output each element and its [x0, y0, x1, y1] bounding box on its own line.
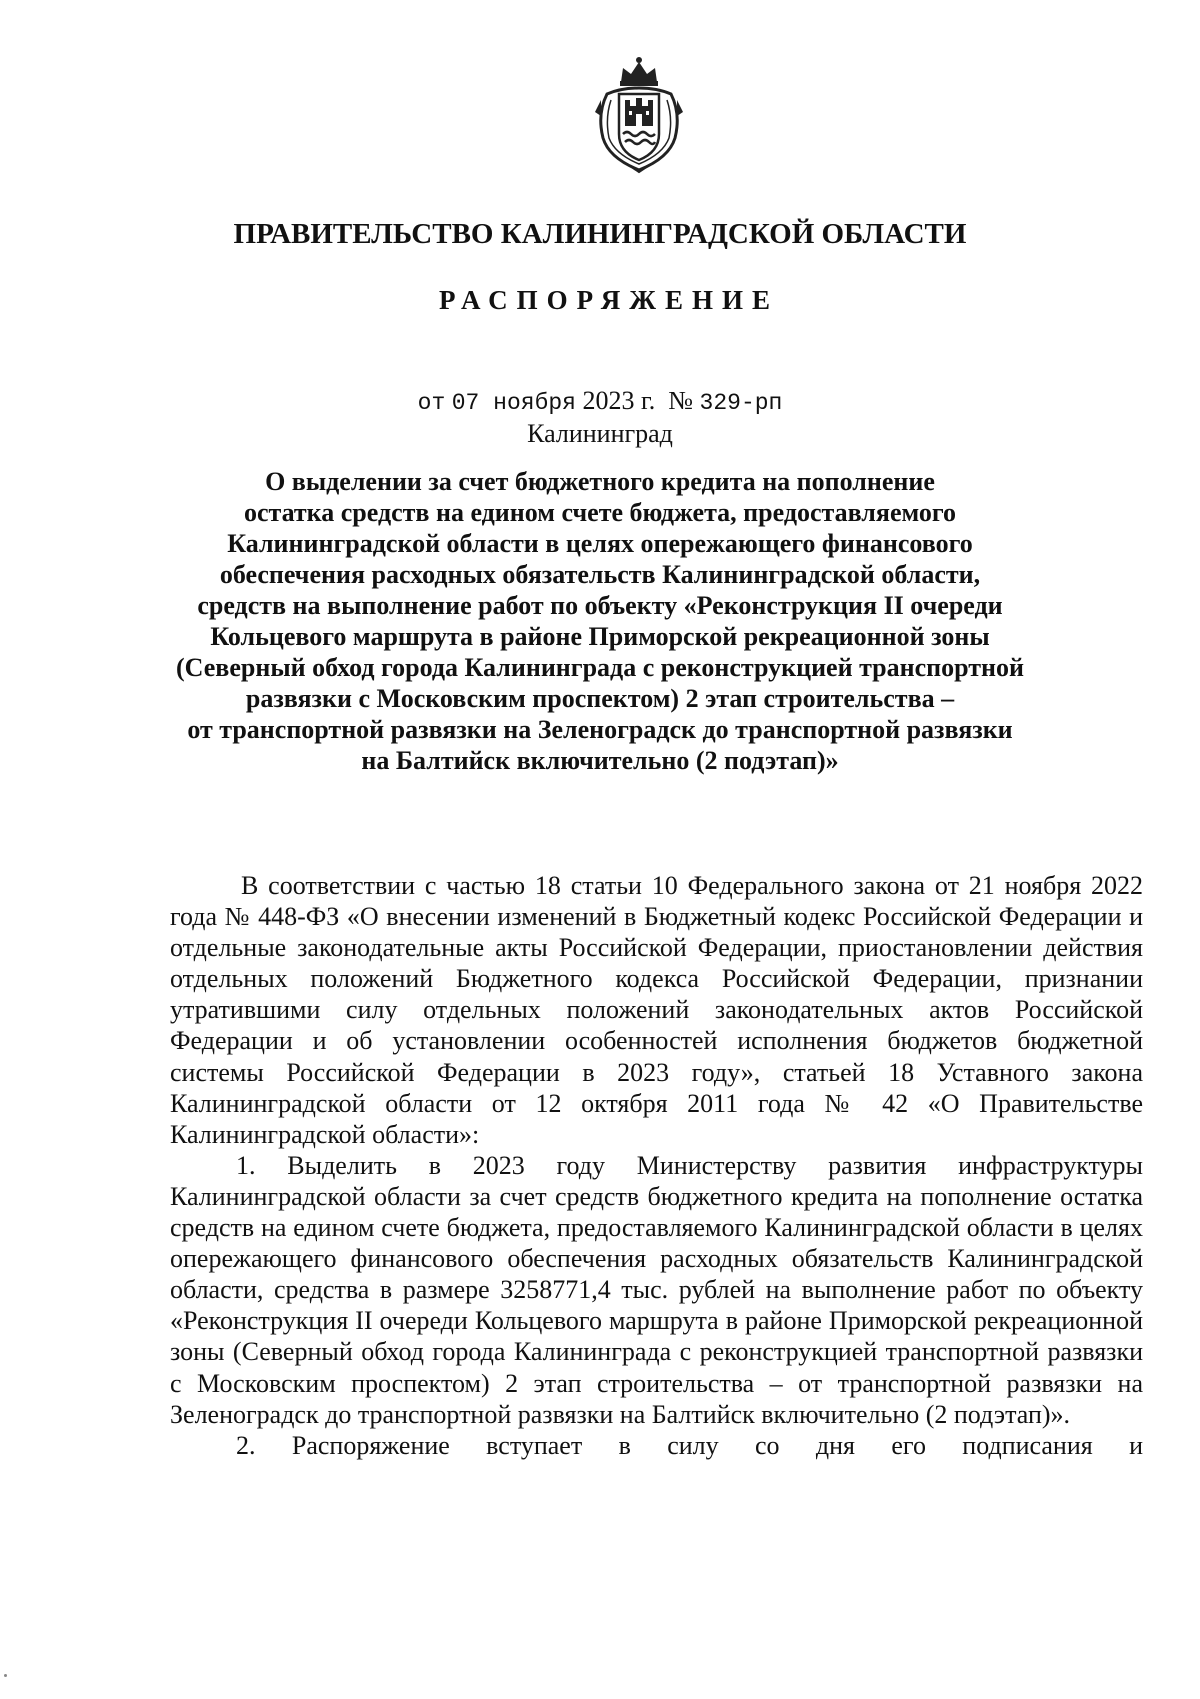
date-day-month: 07 ноября — [451, 390, 576, 416]
document-type: РАСПОРЯЖЕНИЕ — [438, 285, 780, 315]
city-name: Калининград — [527, 419, 673, 448]
heading-line: обеспечения расходных обязательств Калининградской области, — [219, 560, 981, 589]
date-prefix: от — [417, 390, 446, 416]
heading-line: развязки с Московским проспектом) 2 этап строительства – — [245, 684, 955, 713]
heading-line: Калининградской области в целях опережающего финансового — [227, 529, 973, 558]
item-1-paragraph: 1. Выделить в 2023 году Министерству развития инфраструктуры Калининградской области за счет средств бюджетного кредита на пополнение остатка средств на едином счете бюджета, предоставляемого Калининградской области в целях опережающего финансового обеспечения расходных обязательств Калининградской области, средства в размере 3258771,4 тыс. рублей на выполнение работ по объекту «Реконструкция II очереди Кольцевого маршрута в районе Приморской рекреационной зоны (Северный обход города Калининграда с реконструкцией транспортной развязки с Московским проспектом) 2 этап строительства – от транспортной развязки на Зеленоградск до транспортной развязки на Балтийск включительно (2 подэтап)». — [170, 1150, 1143, 1429]
date-year: 2023 г. — [582, 386, 656, 415]
document-body — [170, 870, 1143, 1461]
coat-of-arms-icon — [587, 54, 691, 174]
heading-line: Кольцевого маршрута в районе Приморской рекреационной зоны — [210, 622, 990, 651]
number-sign: № — [668, 386, 694, 415]
heading-line: на Балтийск включительно (2 подэтап)» — [361, 746, 839, 775]
heading-line: остатка средств на едином счете бюджета, предоставляемого — [243, 498, 957, 527]
document-heading — [130, 466, 1070, 776]
heading-line: О выделении за счет бюджетного кредита на пополнение — [265, 467, 935, 496]
heading-line: (Северный обход города Калининграда с реконструкцией транспортной — [176, 653, 1024, 682]
document-date-line — [0, 385, 1200, 419]
heading-line: от транспортной развязки на Зеленоградск до транспортной развязки — [187, 715, 1013, 744]
heading-line: средств на выполнение работ по объекту «Реконструкция II очереди — [197, 591, 1003, 620]
scan-dot — [4, 1674, 7, 1677]
preamble-paragraph: В соответствии с частью 18 статьи 10 Федерального закона от 21 ноября 2022 года № 448-ФЗ «О внесении изменений в Бюджетный кодекс Российской Федерации и отдельные законодательные акты Российской Федерации, приостановлении действия отдельных положений Бюджетного кодекса Российской Федерации, признании утратившими силу отдельных положений законодательных актов Российской Федерации и об установлении особенностей исполнения бюджетов бюджетной системы Российской Федерации в 2023 году», статьей 18 Уставного закона Калининградской области от 12 октября 2011 года № 42 «О Правительстве Калининградской области»: — [170, 871, 1143, 1149]
item-2-paragraph: 2. Распоряжение вступает в силу со дня его подписания и — [236, 1430, 1143, 1460]
organization-title: ПРАВИТЕЛЬСТВО КАЛИНИНГРАДСКОЙ ОБЛАСТИ — [233, 218, 967, 250]
document-number: 329-рп — [699, 390, 783, 416]
